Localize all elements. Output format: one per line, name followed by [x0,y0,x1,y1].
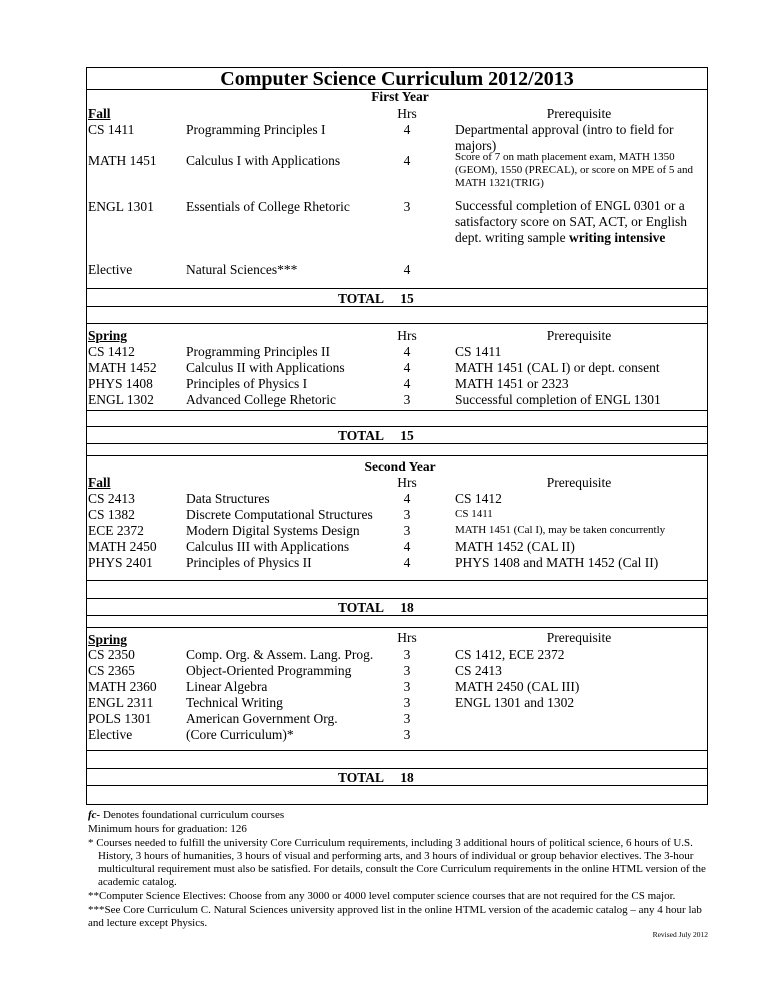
course-code: CS 2365 [88,663,135,678]
rule [86,323,708,324]
course-prereq: CS 1412 [455,491,502,506]
total-hours: 18 [400,770,414,785]
rule [86,580,708,581]
course-prereq: MATH 1452 (CAL II) [455,539,575,554]
footnote-core: * Courses needed to fulfill the university Core Curriculum requirements, including 3 additional hours of political science, 6 hours of U.S. History, 3 hours of humanities, 3 hours of visual and performing arts, and 3 hours of individual or group behavior electives. The 3-hour multicultural requirement must also be satisfied. For details, consult the Core Curriculum requirements in the online HTML version of the academic catalog. [88,837,706,888]
footnote-fc [88,809,708,822]
course-name: Natural Sciences*** [186,262,298,277]
rule [86,426,708,427]
rule [86,288,708,289]
course-name: Calculus II with Applications [186,360,345,375]
course-hrs: 3 [403,392,411,407]
rule [86,750,708,751]
course-hrs: 4 [403,360,411,375]
course-prereq: MATH 1451 (Cal I), may be taken concurrently [455,524,666,536]
total-hours: 18 [400,600,414,615]
course-hrs: 4 [403,555,411,570]
course-prereq: Score of 7 on math placement exam, MATH 1350 (GEOM), 1550 (PRECAL), or score on MPE of 5 and MATH 1321(TRIG) [455,151,693,189]
course-name: Principles of Physics II [186,555,312,570]
course-hrs: 3 [403,679,411,694]
first-year-heading: First Year [371,89,429,104]
course-name: Principles of Physics I [186,376,308,391]
prereq-header: Prerequisite [546,630,612,645]
footnote-cs-electives: **Computer Science Electives: Choose from any 3000 or 4000 level computer science courses that are not required for the CS major. [88,890,676,902]
course-prereq: Departmental approval (intro to field for majors) [455,122,674,153]
course-code: ENGL 2311 [88,695,154,710]
rule [86,410,708,411]
course-hrs: 3 [403,199,411,214]
course-code: PHYS 1408 [88,376,153,391]
hrs-header: Hrs [397,630,417,645]
course-name: Discrete Computational Structures [186,507,373,522]
course-name: Programming Principles II [186,344,330,359]
footnote-natural-sciences: ***See Core Curriculum C. Natural Sciences university approved list in the online HTML version of the academic catalog – any 4 hour lab and lecture except Physics. [88,904,702,929]
course-hrs: 3 [403,507,411,522]
course-hrs: 3 [403,523,411,538]
total-label: TOTAL [338,291,385,306]
prereq-header: Prerequisite [546,475,612,490]
course-prereq: MATH 1451 or 2323 [455,376,569,391]
rule [86,627,708,628]
course-code: Elective [88,727,133,742]
course-name: Advanced College Rhetoric [186,392,336,407]
course-name: Object-Oriented Programming [186,663,352,678]
course-name: Modern Digital Systems Design [186,523,360,538]
course-code: Elective [88,262,133,277]
total-label: TOTAL [338,600,385,615]
rule [86,768,708,769]
course-name: Comp. Org. & Assem. Lang. Prog. [186,647,374,662]
total-label: TOTAL [338,428,385,443]
course-hrs: 3 [403,663,411,678]
course-name: Essentials of College Rhetoric [186,199,350,214]
course-prereq: Successful completion of ENGL 1301 [455,392,661,407]
course-hrs: 4 [403,344,411,359]
course-code: CS 2350 [88,647,135,662]
term-label-fall: Fall [88,106,111,121]
course-prereq: ENGL 1301 and 1302 [455,695,575,710]
course-hrs: 4 [403,153,411,168]
course-prereq: CS 1411 [455,344,502,359]
course-hrs: 4 [403,376,411,391]
course-prereq: MATH 1451 (CAL I) or dept. consent [455,360,660,375]
course-hrs: 4 [403,539,411,554]
prereq-header: Prerequisite [546,328,612,343]
term-label-spring: Spring [88,328,128,343]
course-code: ENGL 1302 [88,392,154,407]
course-code: CS 1412 [88,344,135,359]
course-hrs: 3 [403,647,411,662]
course-name: American Government Org. [186,711,338,726]
course-prereq: CS 1412, ECE 2372 [455,647,565,662]
hrs-header: Hrs [397,328,417,343]
fc-mark: fc- [88,809,101,821]
course-name: (Core Curriculum)* [186,727,294,742]
course-name: Calculus I with Applications [186,153,341,168]
term-label-spring: Spring [88,632,128,647]
course-hrs: 3 [403,695,411,710]
course-hrs: 3 [403,727,411,742]
rule [86,598,708,599]
total-hours: 15 [400,291,414,306]
course-hrs: 4 [403,491,411,506]
writing-intensive-note: writing intensive [568,230,666,245]
course-code: CS 1382 [88,507,135,522]
course-code: POLS 1301 [88,711,152,726]
hrs-header: Hrs [397,475,417,490]
course-code: MATH 2360 [88,679,157,694]
course-prereq: PHYS 1408 and MATH 1452 (Cal II) [455,555,659,570]
course-code: PHYS 2401 [88,555,153,570]
course-prereq: Successful completion of ENGL 0301 or a satisfactory score on SAT, ACT, or English dept. writing sample [455,198,687,245]
page-title: Computer Science Curriculum 2012/2013 [220,68,574,90]
footnote-min-hours: Minimum hours for graduation: 126 [88,823,247,835]
second-year-heading: Second Year [364,459,436,474]
course-hrs: 3 [403,711,411,726]
course-hrs: 4 [403,122,411,137]
term-label-fall: Fall [88,475,111,490]
course-code: MATH 1452 [88,360,157,375]
total-label: TOTAL [338,770,385,785]
course-prereq: CS 1411 [455,508,493,520]
course-name: Data Structures [186,491,270,506]
course-hrs: 4 [403,262,411,277]
course-code: ECE 2372 [88,523,144,538]
course-prereq-block [455,198,705,246]
course-code: CS 2413 [88,491,135,506]
prereq-header: Prerequisite [546,106,612,121]
course-prereq: MATH 2450 (CAL III) [455,679,580,694]
course-code: ENGL 1301 [88,199,154,214]
course-name: Programming Principles I [186,122,326,137]
course-prereq: CS 2413 [455,663,502,678]
course-name: Technical Writing [186,695,283,710]
course-code: MATH 2450 [88,539,157,554]
course-name: Calculus III with Applications [186,539,350,554]
course-code: CS 1411 [88,122,135,137]
course-name: Linear Algebra [186,679,268,694]
course-code: MATH 1451 [88,153,157,168]
fc-text: Denotes foundational curriculum courses [100,809,285,821]
revised-date: Revised July 2012 [652,930,708,939]
total-hours: 15 [400,428,414,443]
hrs-header: Hrs [397,106,417,121]
rule [86,455,708,456]
